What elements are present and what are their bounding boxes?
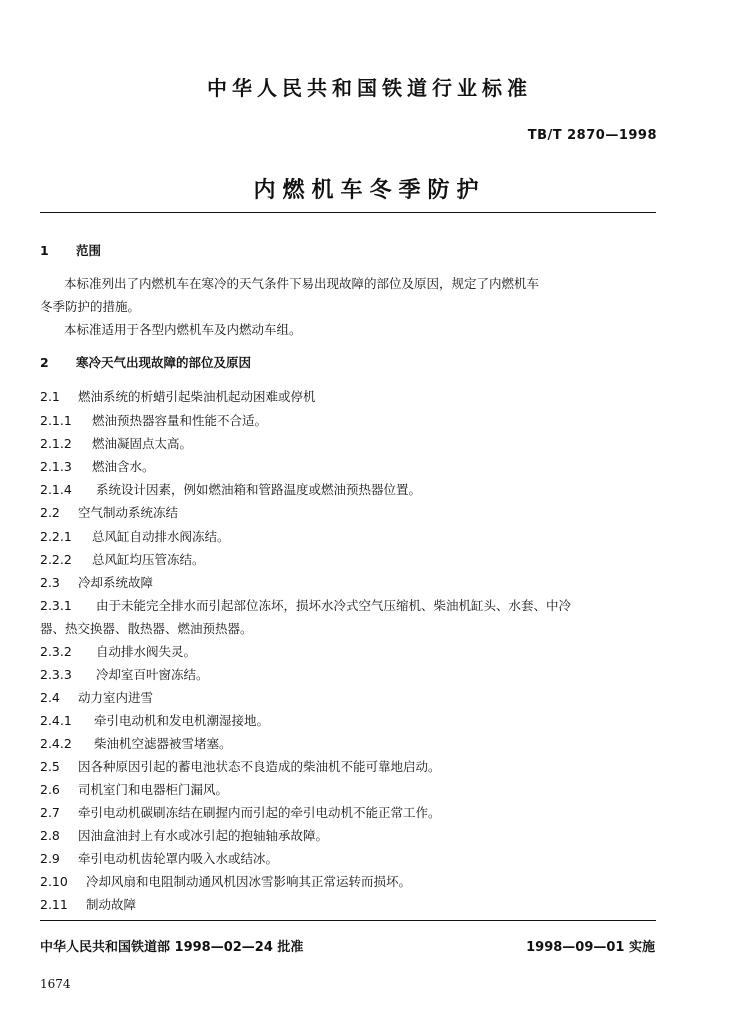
clause-line: 2.4.2 柴油机空滤器被雪堵塞。 <box>40 736 232 751</box>
clause-line: 2.7 牵引电动机碳刷冻结在刷握内而引起的牵引电动机不能正常工作。 <box>40 805 441 820</box>
clause-line: 2.6 司机室门和电器柜门漏风。 <box>40 782 229 797</box>
clause-line: 2.4.1 牵引电动机和发电机潮湿接地。 <box>40 713 270 728</box>
paragraph-line: 本标准适用于各型内燃机车及内燃动车组。 <box>64 322 302 337</box>
clause-line: 2.3.3 冷却室百叶窗冻结。 <box>40 667 209 682</box>
clause-line: 2.1.2 燃油凝固点太高。 <box>40 436 193 451</box>
clause-line: 2.3.1 由于未能完全排水而引起部位冻坏，损坏水冷式空气压缩机、柴油机缸头、水套、中冷 <box>40 598 572 613</box>
clause-line: 2.1 燃油系统的析蜡引起柴油机起动困难或停机 <box>40 389 316 404</box>
clause-line: 2.1.4 系统设计因素，例如燃油箱和管路温度或燃油预热器位置。 <box>40 482 422 497</box>
standard-category-title: 中华人民共和国铁道行业标准 <box>207 76 532 100</box>
section-2-heading: 2 寒冷天气出现故障的部位及原因 <box>40 355 252 370</box>
clause-line: 2.1.3 燃油含水。 <box>40 459 155 474</box>
clause-line: 2.2 空气制动系统冻结 <box>40 505 179 520</box>
clause-line: 2.9 牵引电动机齿轮罩内吸入水或结冰。 <box>40 851 279 866</box>
clause-line: 2.5 因各种原因引起的蓄电池状态不良造成的柴油机不能可靠地启动。 <box>40 759 441 774</box>
document-title: 内燃机车冬季防护 <box>253 178 486 203</box>
effective-date: 1998—09—01 实施 <box>526 940 655 955</box>
paragraph-line: 冬季防护的措施。 <box>40 299 141 314</box>
clause-line: 2.10 冷却风扇和电阻制动通风机因冰雪影响其正常运转而损坏。 <box>40 874 412 889</box>
section-1-heading: 1 范围 <box>40 243 102 258</box>
paragraph-line: 本标准列出了内燃机车在寒冷的天气条件下易出现故障的部位及原因，规定了内燃机车 <box>64 276 540 291</box>
top-rule <box>40 212 656 213</box>
clause-line: 2.4 动力室内进雪 <box>40 690 154 705</box>
standard-code: TB/T 2870—1998 <box>527 128 657 143</box>
clause-line: 器、热交换器、散热器、燃油预热器。 <box>40 621 253 636</box>
clause-line: 2.8 因油盒油封上有水或冰引起的抱轴轴承故障。 <box>40 828 329 843</box>
clause-line: 2.11 制动故障 <box>40 897 137 912</box>
clause-line: 2.1.1 燃油预热器容量和性能不合适。 <box>40 413 268 428</box>
clause-line: 2.2.1 总风缸自动排水阀冻结。 <box>40 529 230 544</box>
clause-line: 2.3.2 自动排水阀失灵。 <box>40 644 197 659</box>
bottom-rule <box>40 920 656 921</box>
page-number: 1674 <box>40 977 71 991</box>
clause-line: 2.2.2 总风缸均压管冻结。 <box>40 552 205 567</box>
clause-line: 2.3 冷却系统故障 <box>40 575 154 590</box>
approval-date: 中华人民共和国铁道部 1998—02—24 批准 <box>40 940 304 955</box>
